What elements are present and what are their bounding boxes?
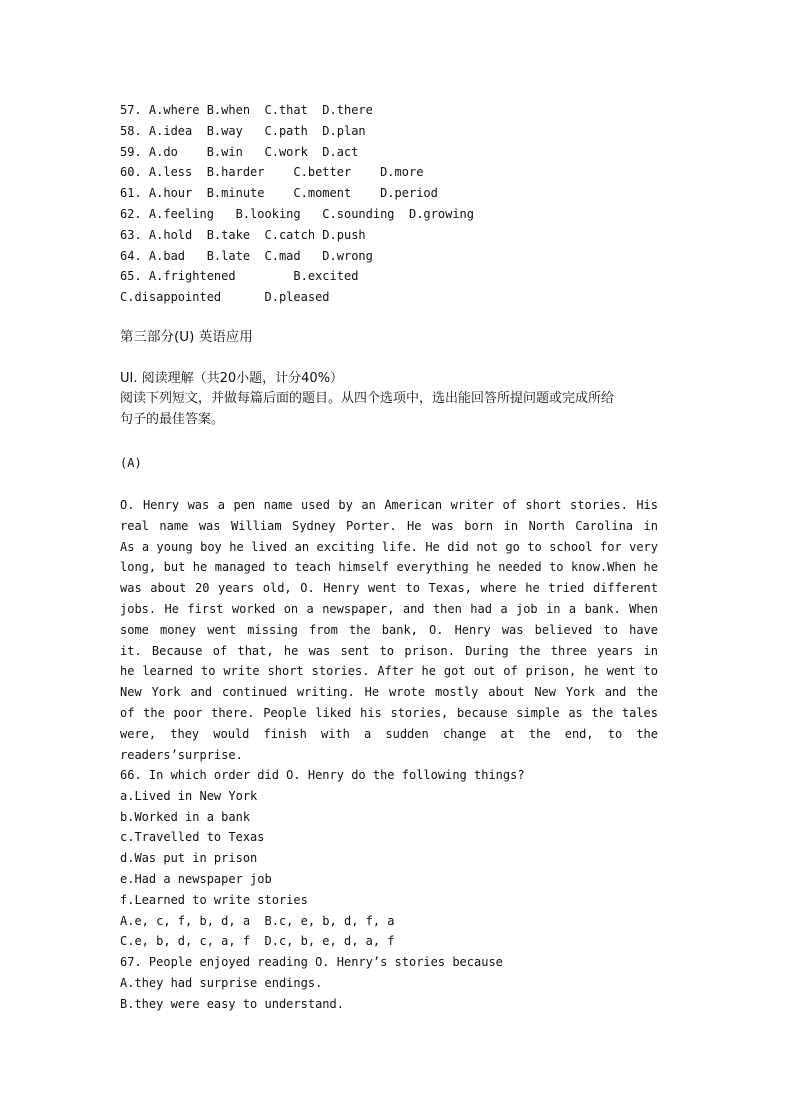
question-item: d.Was put in prison	[120, 851, 258, 866]
option-line: 62. A.feeling B.looking C.sounding D.growing	[120, 206, 475, 221]
passage-line: real name was William Sydney Porter. He was born in North Carolina in	[120, 518, 658, 533]
option-line: C.disappointed D.pleased	[120, 290, 330, 305]
answer-choice: A.they had surprise endings.	[120, 975, 323, 990]
instruction-line: 阅读下列短文，并做每篇后面的题目。从四个选项中，选出能回答所提问题或完成所给	[120, 391, 615, 406]
question-item: b.Worked in a bank	[120, 809, 251, 824]
answer-choices: C.e, b, d, c, a, f D.c, b, e, d, a, f	[120, 934, 395, 949]
question-item: a.Lived in New York	[120, 788, 258, 803]
passage-label: (A)	[120, 456, 142, 470]
cloze-options	[120, 100, 658, 308]
question-stem: 66. In which order did O. Henry do the following things?	[120, 768, 525, 782]
question-item: e.Had a newspaper job	[120, 871, 272, 886]
question-stem: 67. People enjoyed reading O. Henry’s stories because	[120, 955, 503, 970]
answer-choices: A.e, c, f, b, d, a B.c, e, b, d, f, a	[120, 913, 395, 928]
option-line: 59. A.do B.win C.work D.act	[120, 144, 359, 159]
option-line: 60. A.less B.harder C.better D.more	[120, 165, 424, 180]
question-item: f.Learned to write stories	[120, 892, 308, 907]
reading-heading: UⅠ. 阅读理解（共20小题，计分40%）	[120, 371, 344, 386]
passage-line: jobs. He first worked on a newspaper, and then had a job in a bank. When	[120, 601, 658, 616]
option-line: 61. A.hour B.minute C.moment D.period	[120, 186, 438, 201]
passage-line: was about 20 years old, O. Henry went to Texas, where he tried different	[120, 581, 658, 596]
option-line: 57. A.where B.when C.that D.there	[120, 103, 373, 117]
option-line: 63. A.hold B.take C.catch D.push	[120, 227, 366, 242]
passage-line: some money went missing from the bank, O. Henry was believed to have	[120, 622, 658, 637]
passage-line: of the poor there. People liked his stories, because simple as the tales	[120, 705, 658, 720]
instruction-line: 句子的最佳答案。	[120, 411, 225, 427]
section-title: 第三部分(U) 英语应用	[120, 329, 253, 345]
passage-line: O. Henry was a pen name used by an American writer of short stories. His	[120, 498, 658, 512]
option-line: 64. A.bad B.late C.mad D.wrong	[120, 248, 373, 263]
passage-line: he learned to write short stories. After he got out of prison, he went to	[120, 664, 658, 679]
instructions	[120, 389, 658, 431]
option-line: 65. A.frightened B.excited	[120, 269, 359, 284]
passage-line: it. Because of that, he was sent to prison. During the three years in	[120, 643, 658, 658]
passage-line: New York and continued writing. He wrote mostly about New York and the	[120, 685, 658, 700]
answer-choice: B.they were easy to understand.	[120, 996, 344, 1011]
option-line: 58. A.idea B.way C.path D.plan	[120, 123, 366, 138]
passage-line: As a young boy he lived an exciting life. He did not go to school for very	[120, 539, 658, 554]
question-item: c.Travelled to Texas	[120, 830, 265, 845]
passage-line: readers’surprise.	[120, 747, 243, 762]
questions	[120, 765, 658, 1015]
passage-line: long, but he managed to teach himself everything he needed to know.When he	[120, 560, 658, 575]
passage	[120, 495, 658, 765]
passage-line: were, they would finish with a sudden change at the end, to the	[120, 726, 658, 741]
